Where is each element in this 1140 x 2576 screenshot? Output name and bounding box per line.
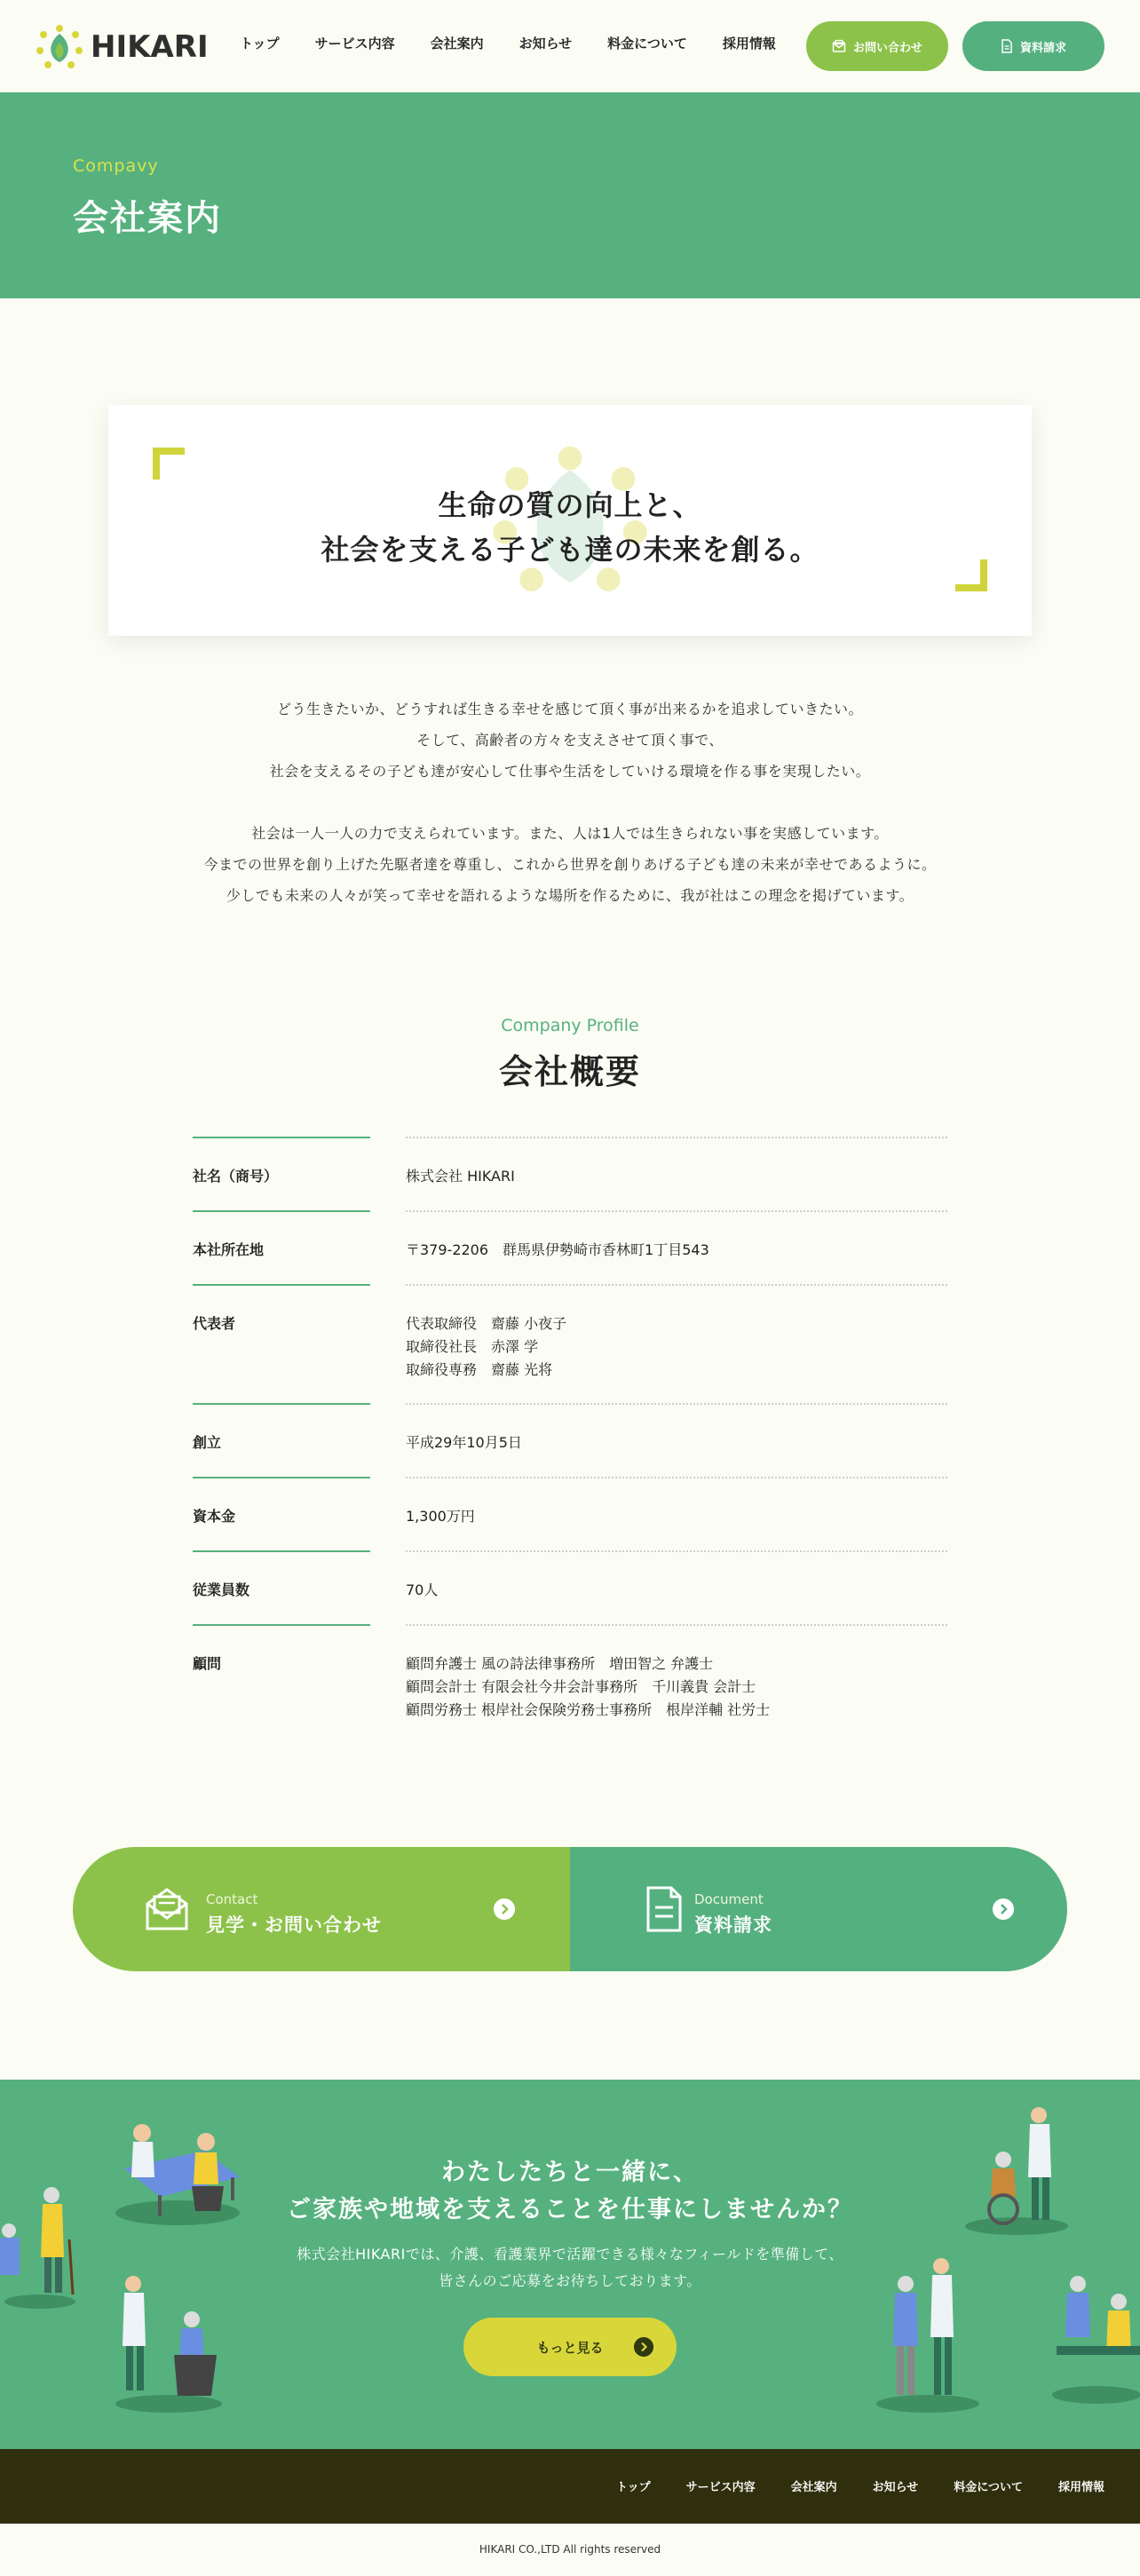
- recruit-heading-line-2: ご家族や地域を支えることを仕事にしませんか？: [287, 2196, 853, 2223]
- intro-text: そして、高齢者の方々を支えさせて頂く事で、: [416, 732, 724, 749]
- global-nav: [240, 34, 811, 52]
- profile-row-value: 代表取締役 齋藤 小夜子 取締役社長 赤澤 学 取締役専務 齋藤 光将: [406, 1315, 567, 1378]
- footer-nav: [581, 2477, 1104, 2494]
- cta-document-small: Document: [694, 1891, 764, 1907]
- arrow-right-circle-icon: [494, 1898, 515, 1920]
- header-document-button[interactable]: [962, 21, 1104, 71]
- profile-row-value: 1,300万円: [406, 1508, 475, 1525]
- profile-row-value: 顧問弁護士 風の詩法律事務所 増田智之 弁護士 顧問会計士 有限会社今井会計事務所 千川義貴 会計士 顧問労務士 根岸社会保険労務士事務所 根岸洋輔 社労士: [406, 1655, 771, 1718]
- profile-row-label: 資本金: [193, 1508, 236, 1525]
- mail-icon: [832, 39, 846, 53]
- page-hero: [0, 92, 1140, 298]
- profile-row-label: 本社所在地: [193, 1241, 265, 1258]
- footer-nav-top[interactable]: トップ: [615, 2481, 651, 2494]
- profile-row-label: 従業員数: [193, 1581, 250, 1598]
- intro-text: どう生きたいか、どうすれば生きる幸せを感じて頂く事が出来るかを追求していきたい。: [276, 701, 863, 717]
- profile-title: 会社概要: [498, 1052, 641, 1091]
- philosophy-line-1: 生命の質の向上と、: [438, 488, 702, 522]
- profile-row-value: 〒379-2206 群馬県伊勢崎市香林町1丁目543: [406, 1241, 709, 1258]
- profile-row-label: 社名（商号）: [193, 1168, 279, 1185]
- header-contact-label: お問い合わせ: [852, 41, 922, 55]
- recruit-section: [0, 2080, 1140, 2449]
- profile-subtitle: Company Profile: [501, 1016, 639, 1035]
- intro-text: 今までの世界を創り上げた先駆者達を尊重し、これから世界を創りあげる子ども達の未来が幸せであるように。: [203, 856, 937, 873]
- profile-row-label: 顧問: [193, 1655, 222, 1672]
- header-document-label: 資料請求: [1019, 41, 1066, 55]
- page-title: 会社案内: [73, 198, 222, 239]
- nav-item-services[interactable]: サービス内容: [314, 36, 395, 52]
- more-button-label: もっと見る: [536, 2339, 604, 2356]
- logo-mark-icon: [36, 23, 83, 71]
- nav-item-news[interactable]: お知らせ: [519, 36, 573, 52]
- footer-nav-company[interactable]: 会社案内: [790, 2481, 837, 2494]
- cta-banner: [73, 1847, 1067, 1971]
- hero-subtitle: Compavy: [73, 156, 159, 176]
- footer-nav-services[interactable]: サービス内容: [685, 2481, 756, 2494]
- cta-contact-button[interactable]: [73, 1847, 570, 1971]
- intro-text: 少しでも未来の人々が笑って幸せを語れるような場所を作るために、我が社はこの理念を掲げています。: [226, 887, 914, 904]
- envelope-icon: [142, 1884, 192, 1934]
- logo[interactable]: [36, 23, 209, 71]
- footer-nav-pricing[interactable]: 料金について: [954, 2481, 1023, 2494]
- arrow-right-circle-icon: [993, 1898, 1014, 1920]
- cta-document-button[interactable]: [570, 1847, 1067, 1971]
- recruit-heading-line-1: わたしたちと一緒に、: [441, 2159, 699, 2186]
- profile-row-value: 平成29年10月5日: [406, 1434, 522, 1451]
- site-header: [0, 0, 1140, 92]
- cta-contact-label: 見学・お問い合わせ: [206, 1914, 382, 1936]
- corner-bracket-top-left: [153, 448, 185, 480]
- intro-text: 社会を支えるその子ども達が安心して仕事や生活をしていける環境を作る事を実現したい。: [269, 763, 871, 780]
- copyright: HIKARI CO.,LTD All rights reserved: [479, 2543, 661, 2556]
- arrow-right-circle-icon: [634, 2337, 653, 2357]
- footer-nav-news[interactable]: お知らせ: [872, 2481, 919, 2494]
- logo-text: HIKARI: [91, 29, 209, 65]
- document-icon: [639, 1884, 689, 1934]
- intro-text: 社会は一人一人の力で支えられています。また、人は1人では生きられない事を実感しています。: [251, 825, 889, 842]
- nav-item-company[interactable]: 会社案内: [430, 36, 484, 52]
- more-button[interactable]: [463, 2318, 677, 2376]
- philosophy-line-2: 社会を支える子ども達の未来を創る。: [321, 533, 819, 567]
- profile-row-label: 代表者: [193, 1315, 236, 1332]
- recruit-body-line-1: 株式会社HIKARIでは、介護、看護業界で活躍できる様々なフィールドを準備して、: [297, 2246, 843, 2263]
- philosophy-card: [108, 405, 1032, 636]
- header-contact-button[interactable]: [806, 21, 948, 71]
- nav-item-pricing[interactable]: 料金について: [607, 36, 687, 52]
- footer-nav-recruit[interactable]: 採用情報: [1057, 2481, 1104, 2494]
- document-icon: [1001, 39, 1013, 53]
- nav-item-recruit[interactable]: 採用情報: [722, 36, 776, 52]
- cta-document-label: 資料請求: [694, 1914, 772, 1936]
- site-footer: [0, 2449, 1140, 2524]
- cta-contact-small: Contact: [206, 1891, 258, 1907]
- nav-item-top[interactable]: トップ: [240, 36, 280, 52]
- profile-row-value: 株式会社 HIKARI: [406, 1168, 515, 1185]
- recruit-body-line-2: 皆さんのご応募をお待ちしております。: [439, 2272, 701, 2289]
- profile-row-value: 70人: [406, 1581, 439, 1598]
- profile-row-label: 創立: [193, 1434, 222, 1451]
